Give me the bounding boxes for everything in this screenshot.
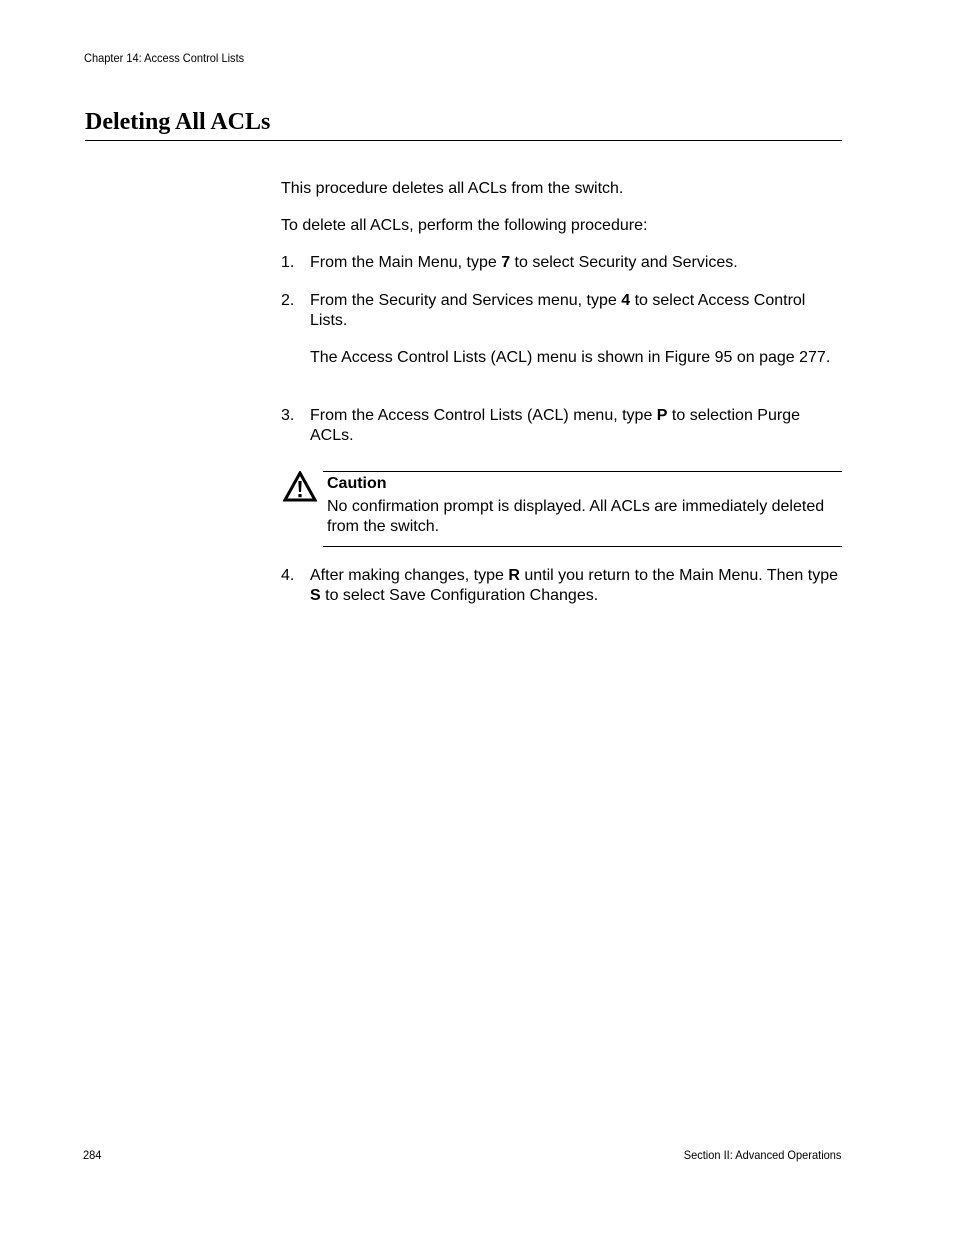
step-number: 3. xyxy=(281,407,295,424)
caution-title: Caution xyxy=(327,475,387,492)
key-label: 4 xyxy=(621,292,631,309)
page-title: Deleting All ACLs xyxy=(85,107,842,141)
caution-text: No confirmation prompt is displayed. All ACLs are immediately deleted from the switch. xyxy=(327,498,825,535)
caution-box xyxy=(323,471,842,547)
page-number: 284 xyxy=(83,1148,102,1162)
running-header: Chapter 14: Access Control Lists xyxy=(84,51,245,65)
step-text: From the Security and Services menu, type 4 to select Access Control Lists. xyxy=(310,292,806,329)
key-label: S xyxy=(310,587,321,604)
key-label: P xyxy=(656,407,668,424)
step-text: After making changes, type R until you return to the Main Menu. Then type S to select Save Configuration Changes. xyxy=(310,567,838,604)
running-footer-section: Section II: Advanced Operations xyxy=(683,1148,841,1162)
intro-paragraph: This procedure deletes all ACLs from the switch. xyxy=(281,180,624,197)
key-label: R xyxy=(508,567,520,584)
step-text: From the Main Menu, type 7 to select Security and Services. xyxy=(310,254,738,271)
step-number: 1. xyxy=(281,254,295,271)
step-2-note: The Access Control Lists (ACL) menu is shown in Figure 95 on page 277. xyxy=(310,349,831,366)
step-number: 2. xyxy=(281,292,295,309)
warning-triangle-icon xyxy=(283,471,317,502)
key-label: 7 xyxy=(501,254,511,271)
step-number: 4. xyxy=(281,567,295,584)
procedure-lead-in: To delete all ACLs, perform the following procedure: xyxy=(281,217,648,234)
step-text: From the Access Control Lists (ACL) menu, type P to selection Purge ACLs. xyxy=(310,407,800,444)
